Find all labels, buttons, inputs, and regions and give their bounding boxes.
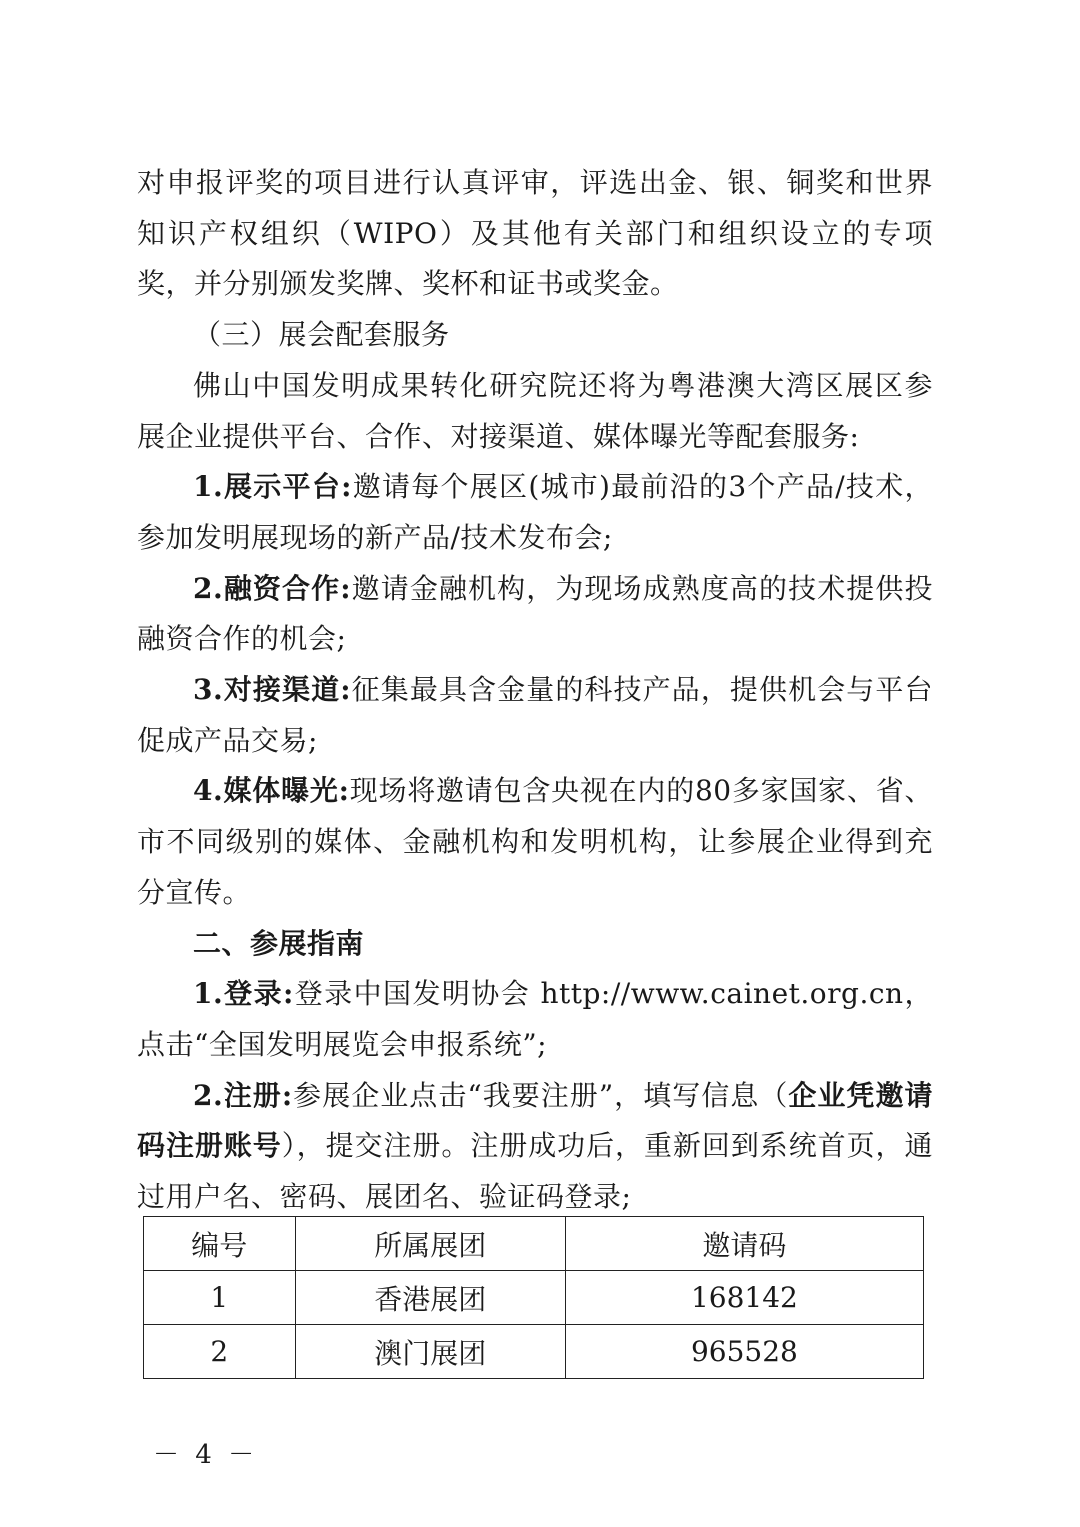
guide-item-text: 登录中国发明协会 http://www.cainet.org.cn，点击“全国发明展览会申报系统”; — [137, 977, 933, 1061]
page-number: － 4 － — [153, 1440, 259, 1470]
guide-item-label: 1.登录: — [193, 977, 294, 1011]
table-header-number: 编号 — [144, 1217, 296, 1271]
invite-code-table — [143, 1216, 924, 1379]
paragraph-services-intro: 佛山中国发明成果转化研究院还将为粤港澳大湾区展区参展企业提供平台、合作、对接渠道、媒体曝光等配套服务: — [137, 368, 933, 453]
service-item-label: 4.媒体曝光: — [193, 774, 350, 808]
table-cell-number: 2 — [144, 1325, 296, 1379]
service-item-media — [137, 766, 933, 918]
guide-item-emphasis: 企业凭邀请码注册账号 — [137, 1078, 933, 1163]
service-item-platform — [137, 462, 933, 563]
guide-item-text: ），提交注册。注册成功后，重新回到系统首页，通过用户名、密码、展团名、验证码登录; — [137, 1129, 933, 1214]
table-cell-code: 965528 — [565, 1325, 923, 1379]
guide-item-login — [137, 969, 933, 1070]
table-row — [144, 1271, 924, 1325]
service-item-financing — [137, 564, 933, 665]
guide-item-label: 2.注册: — [193, 1078, 293, 1112]
document-body — [137, 158, 933, 1223]
service-item-channels — [137, 665, 933, 766]
table-cell-group: 澳门展团 — [295, 1325, 565, 1379]
table-cell-group: 香港展团 — [295, 1271, 565, 1325]
table-header-row — [144, 1217, 924, 1271]
table-cell-number: 1 — [144, 1271, 296, 1325]
paragraph-awards: 对申报评奖的项目进行认真评审，评选出金、银、铜奖和世界知识产权组织（WIPO）及其他有关部门和组织设立的专项奖，并分别颁发奖牌、奖杯和证书或奖金。 — [137, 166, 933, 301]
guide-item-register — [137, 1071, 933, 1223]
section-title-services: （三）展会配套服务 — [193, 318, 450, 352]
service-item-text: 邀请金融机构，为现场成熟度高的技术提供投融资合作的机会; — [137, 571, 933, 656]
service-item-label: 3.对接渠道: — [193, 673, 352, 707]
section-title-guide: 二、参展指南 — [193, 926, 365, 960]
service-item-text: 邀请每个展区(城市)最前沿的3个产品/技术，参加发明展现场的新产品/技术发布会; — [137, 470, 933, 554]
service-item-text: 现场将邀请包含央视在内的80多家国家、省、市不同级别的媒体、金融机构和发明机构，让参展企业得到充分宣传。 — [137, 774, 933, 909]
service-item-label: 2.融资合作: — [193, 571, 352, 605]
table-header-code: 邀请码 — [565, 1217, 923, 1271]
table-cell-code: 168142 — [565, 1271, 923, 1325]
service-item-text: 征集最具含金量的科技产品，提供机会与平台促成产品交易; — [137, 673, 933, 757]
guide-item-text: 参展企业点击“我要注册”，填写信息（ — [292, 1078, 789, 1112]
service-item-label: 1.展示平台: — [193, 470, 352, 504]
table-row — [144, 1325, 924, 1379]
table-header-group: 所属展团 — [295, 1217, 565, 1271]
